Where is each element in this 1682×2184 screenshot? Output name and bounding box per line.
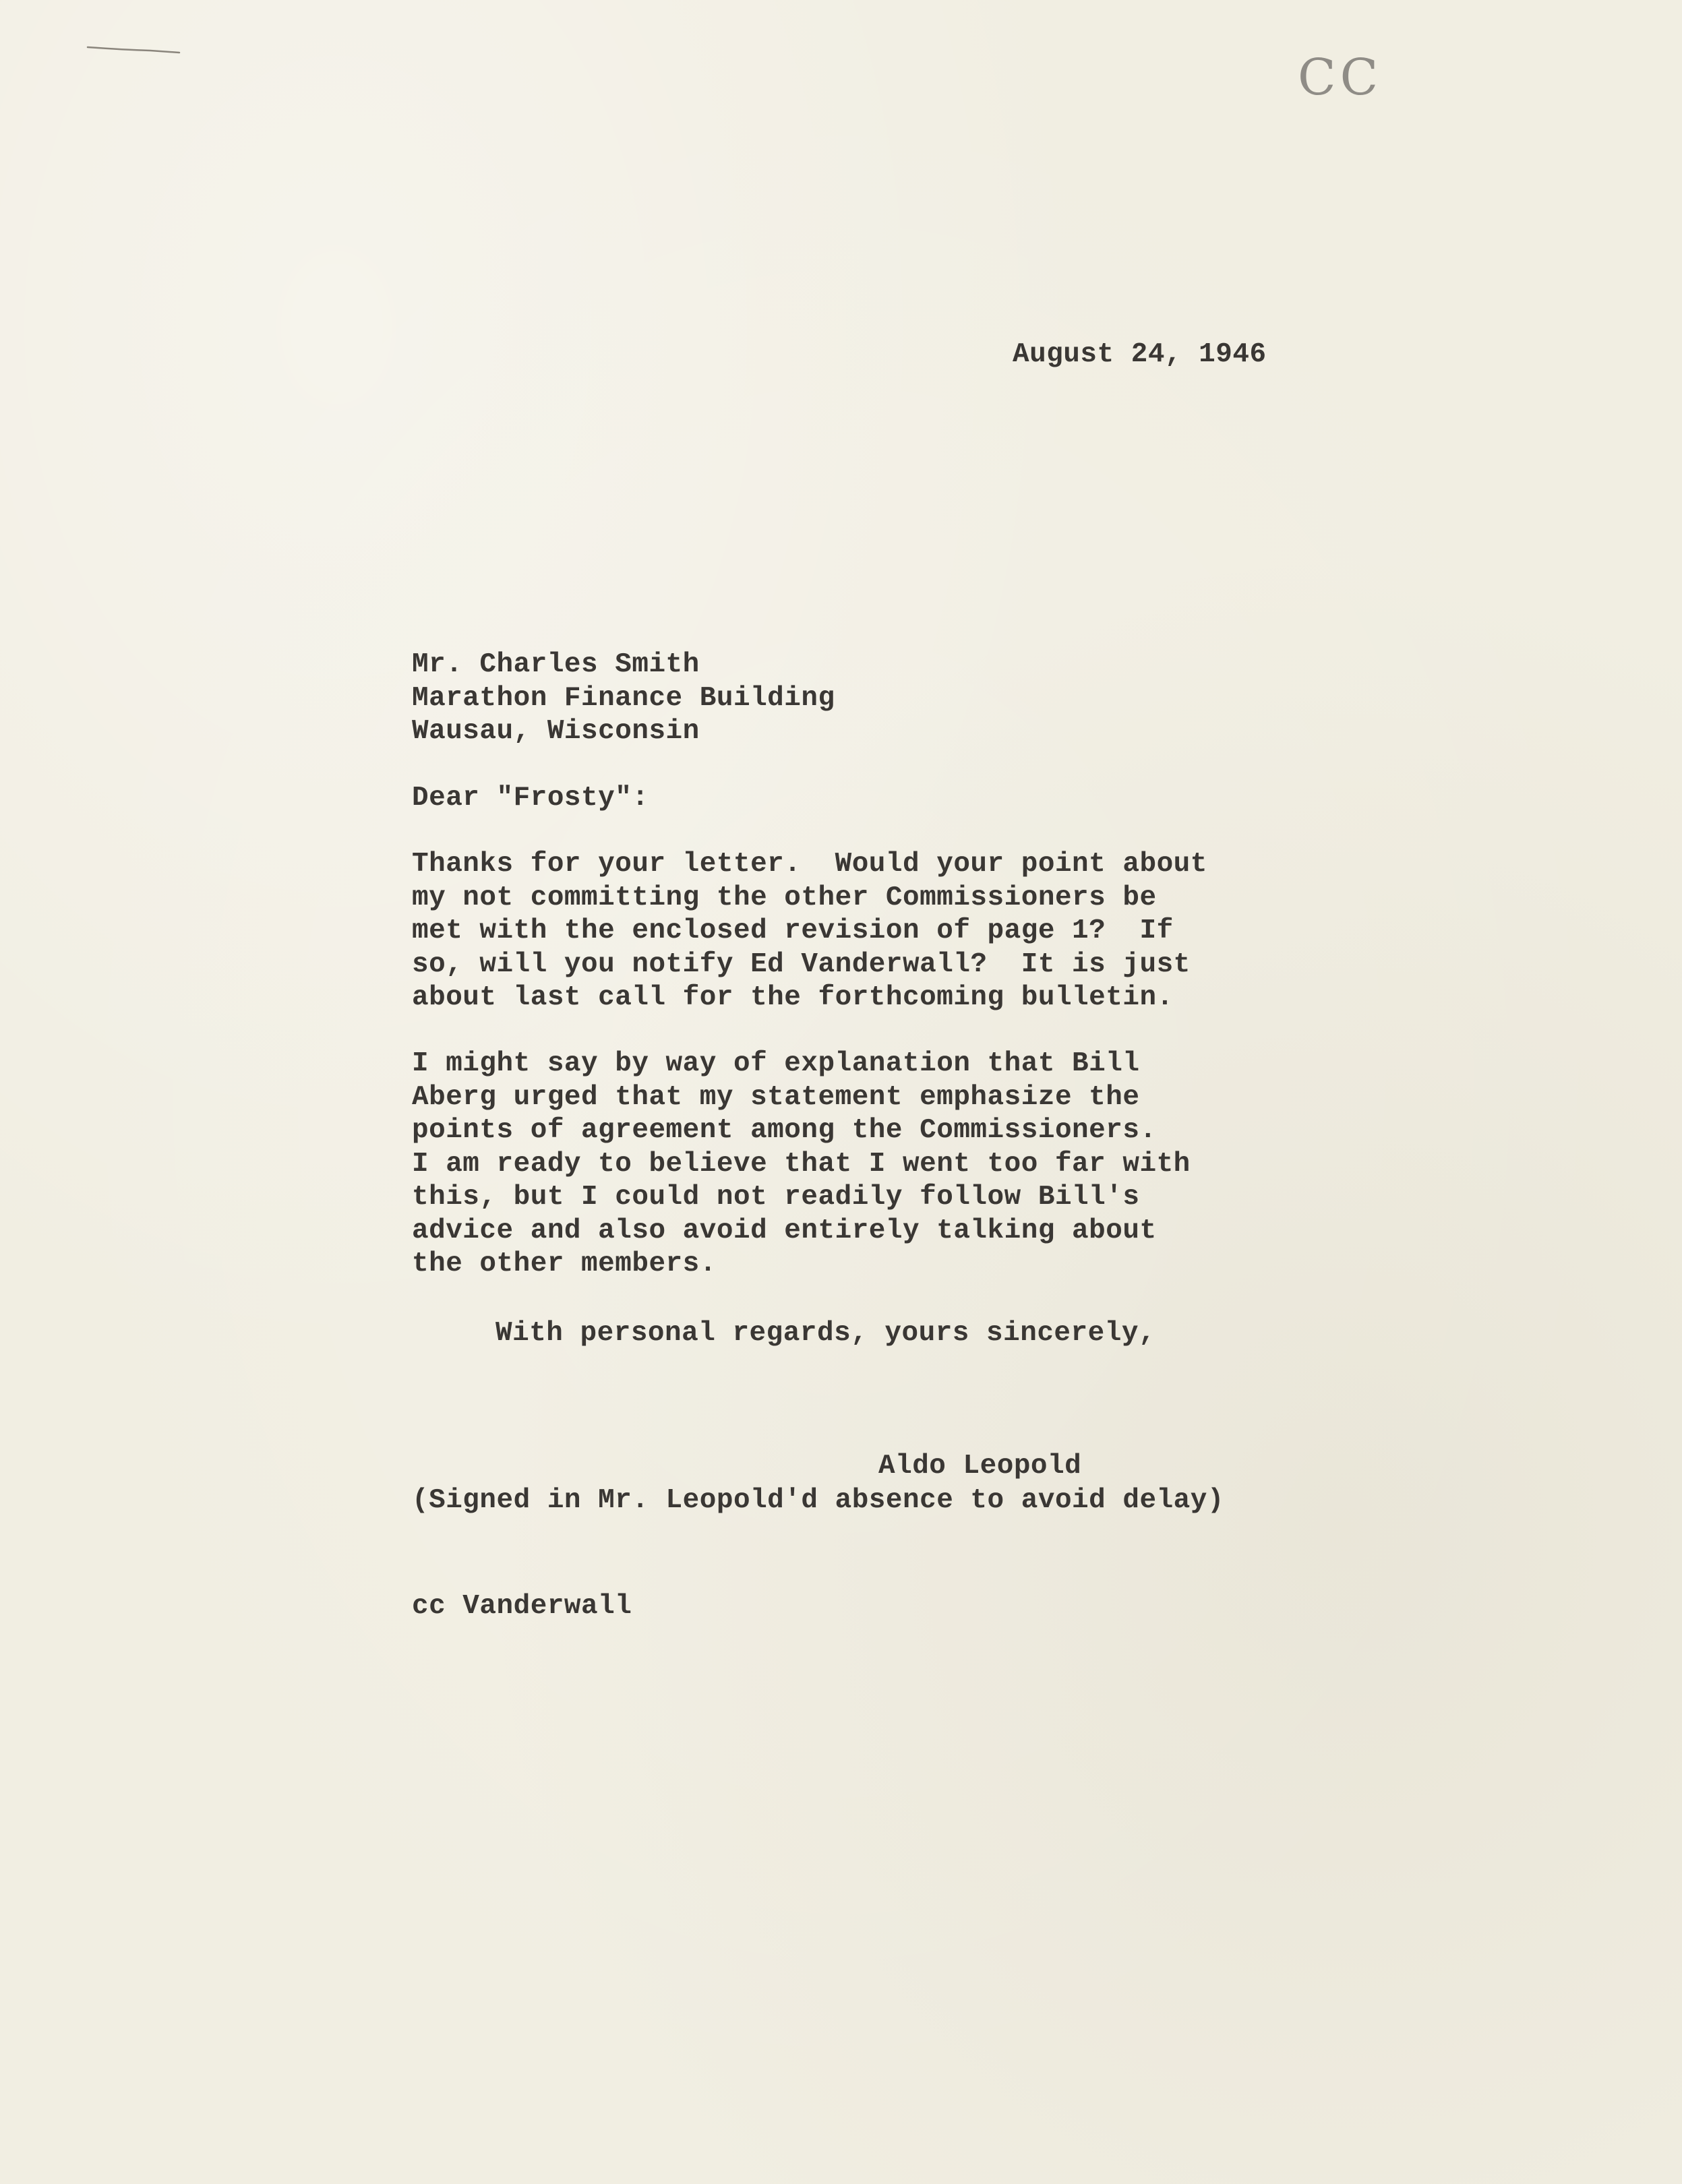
recipient-building: Marathon Finance Building bbox=[412, 683, 835, 714]
paragraph-line: the other members. bbox=[412, 1248, 717, 1279]
pencil-mark bbox=[86, 43, 181, 54]
paragraph-line: I might say by way of explanation that Bill bbox=[412, 1048, 1140, 1079]
paragraph-line: my not committing the other Commissioners be bbox=[412, 882, 1157, 913]
handwritten-cc-note: CC bbox=[1298, 49, 1383, 107]
recipient-city: Wausau, Wisconsin bbox=[412, 716, 700, 747]
paragraph-line: Thanks for your letter. Would your point about bbox=[412, 849, 1207, 880]
paragraph-line: so, will you notify Ed Vanderwall? It is just bbox=[412, 948, 1191, 980]
body-paragraph-2 bbox=[412, 1048, 1191, 1281]
paragraph-line: met with the enclosed revision of page 1? If bbox=[412, 915, 1174, 946]
paragraph-line: Aberg urged that my statement emphasize the bbox=[412, 1081, 1140, 1113]
signature-note: (Signed in Mr. Leopold'd absence to avoid delay) bbox=[412, 1485, 1224, 1516]
salutation: Dear "Frosty": bbox=[412, 783, 649, 814]
closing-line: With personal regards, yours sincerely, bbox=[495, 1318, 1156, 1349]
cc-line: cc Vanderwall bbox=[412, 1591, 632, 1622]
paragraph-line: advice and also avoid entirely talking about bbox=[412, 1215, 1157, 1246]
paragraph-line: points of agreement among the Commissioners. bbox=[412, 1115, 1157, 1146]
signature-name: Aldo Leopold bbox=[878, 1451, 1082, 1482]
letter-date: August 24, 1946 bbox=[1013, 339, 1267, 370]
body-paragraph-1 bbox=[412, 848, 1207, 1015]
paragraph-line: about last call for the forthcoming bulletin. bbox=[412, 982, 1174, 1013]
paragraph-line: this, but I could not readily follow Bill's bbox=[412, 1182, 1140, 1213]
paragraph-line: I am ready to believe that I went too far with bbox=[412, 1148, 1191, 1180]
recipient-name: Mr. Charles Smith bbox=[412, 649, 700, 680]
